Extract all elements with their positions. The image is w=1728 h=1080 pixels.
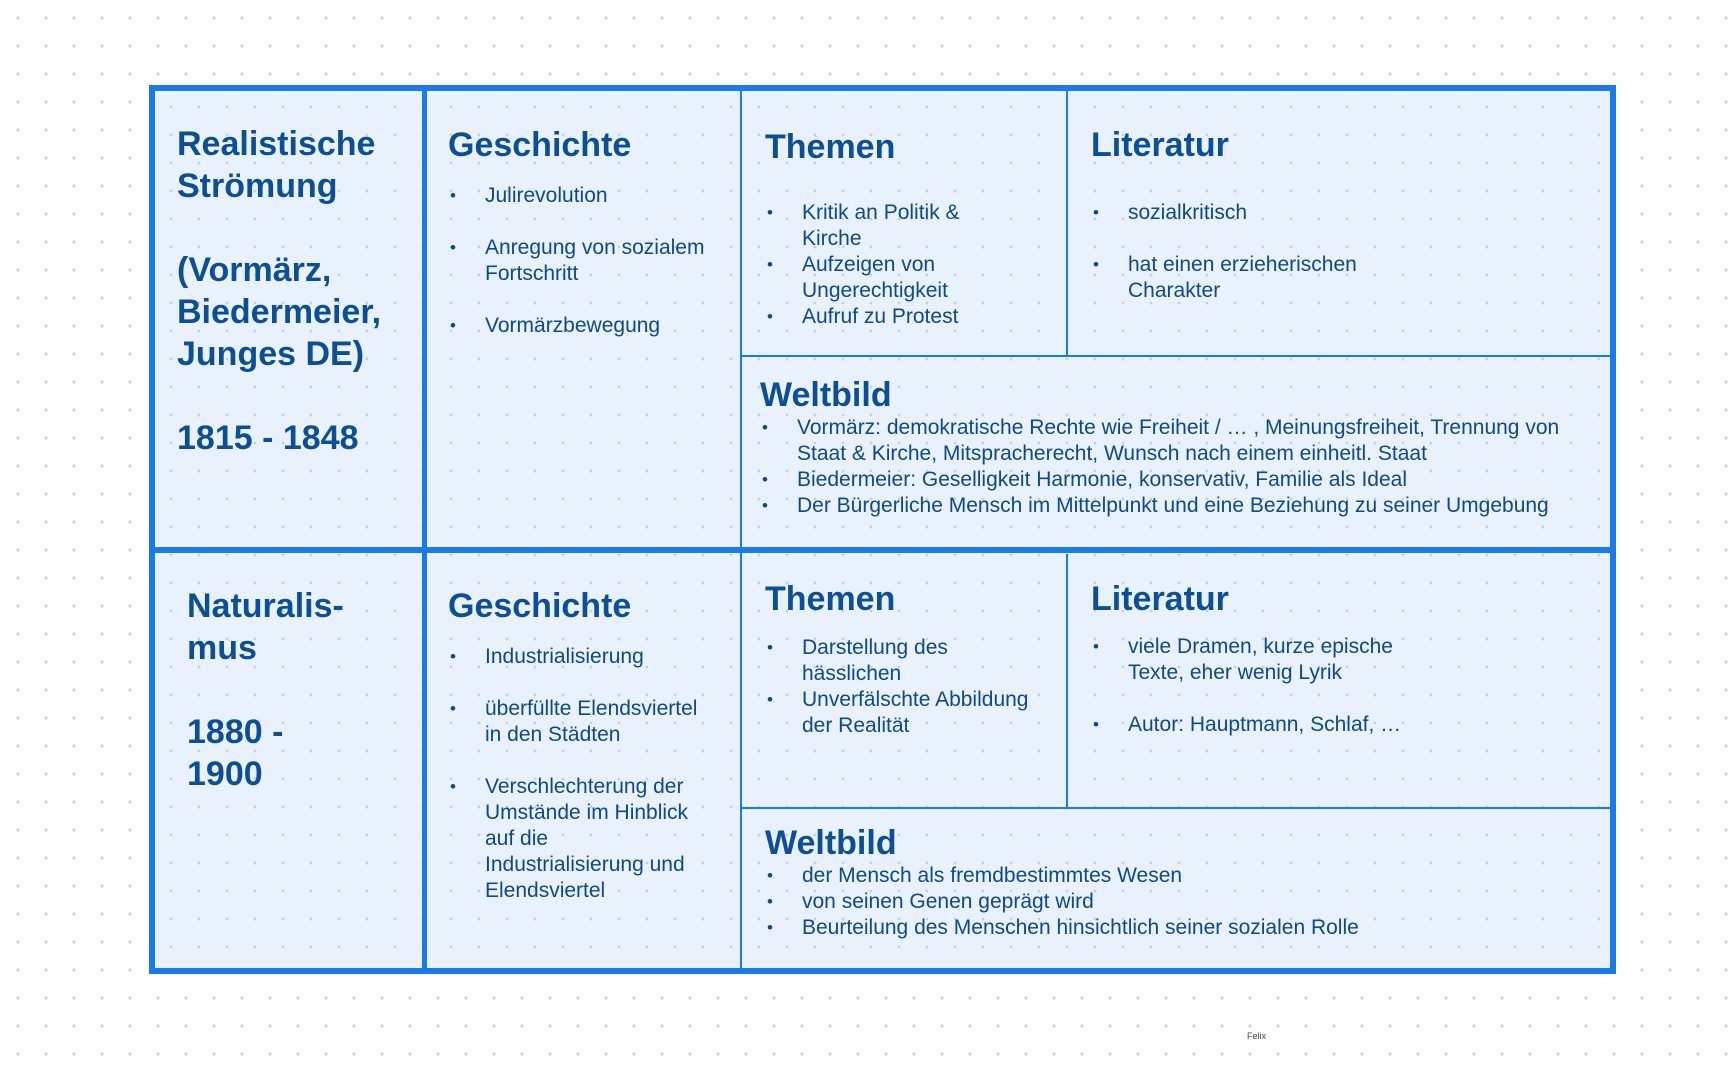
divider [740, 355, 1610, 357]
geschichte-heading: Geschichte [448, 126, 632, 164]
divider [1066, 554, 1068, 809]
divider [740, 91, 742, 968]
divider [155, 547, 1610, 553]
list-item: • der Mensch als fremdbestimmtes Wesen [765, 863, 1605, 889]
list-item: • Darstellung des hässlichen [765, 635, 977, 687]
era-years: 1880 - 1900 [187, 713, 284, 793]
weltbild-list [760, 415, 1605, 519]
list-item: • Vormärzbewegung [448, 313, 733, 339]
list-item: • hat einen erzieherischen Charakter [1091, 252, 1383, 304]
weltbild-list [765, 863, 1605, 941]
themen-heading: Themen [765, 128, 896, 166]
list-item: • Aufzeigen von Ungerechtigkeit [765, 252, 987, 304]
weltbild-heading: Weltbild [760, 376, 892, 414]
list-item: • Biedermeier: Geselligkeit Harmonie, konservativ, Familie als Ideal [760, 467, 1605, 493]
themen-cell [765, 127, 1060, 330]
themen-cell [765, 579, 1060, 739]
list-item: • Kritik an Politik & Kirche [765, 200, 987, 252]
list-item: • überfüllte Elendsviertel in den Städten [448, 696, 700, 748]
divider [1066, 91, 1068, 356]
list-item: • viele Dramen, kurze epische Texte, eher wenig Lyrik [1091, 634, 1428, 686]
list-item: • von seinen Genen geprägt wird [765, 889, 1605, 915]
weltbild-cell [760, 375, 1605, 519]
geschichte-list [448, 183, 733, 339]
themen-heading: Themen [765, 580, 896, 618]
geschichte-heading: Geschichte [448, 587, 632, 625]
themen-list [765, 635, 1060, 739]
list-item: • sozialkritisch [1091, 200, 1383, 226]
literatur-cell [1091, 579, 1591, 764]
literatur-list [1091, 200, 1591, 304]
themen-list [765, 200, 1060, 330]
author-signature: Felix [1247, 1031, 1267, 1041]
era-cell-realismus [177, 123, 417, 543]
divider [740, 807, 1610, 809]
list-item: • Julirevolution [448, 183, 733, 209]
list-item: • Vormärz: demokratische Rechte wie Freiheit / … , Meinungsfreiheit, Trennung von Staat & Kirche, Mitspracherecht, Wunsch nach einem einheitl. Staat [760, 415, 1602, 467]
overview-board [149, 85, 1616, 974]
weltbild-heading: Weltbild [765, 824, 897, 862]
list-item: • Anregung von sozialem Fortschritt [448, 235, 733, 287]
literatur-list [1091, 634, 1591, 738]
list-item: • Aufruf zu Protest [765, 304, 987, 330]
geschichte-cell [448, 586, 733, 930]
divider [422, 91, 427, 968]
list-item: • Der Bürgerliche Mensch im Mittelpunkt und eine Beziehung zu seiner Umgebung [760, 493, 1605, 519]
era-cell-naturalismus [187, 585, 362, 965]
list-item: • Industrialisierung [448, 644, 733, 670]
list-item: • Autor: Hauptmann, Schlaf, … [1091, 712, 1591, 738]
era-years: 1815 - 1848 [177, 419, 359, 457]
geschichte-list [448, 644, 733, 904]
list-item: • Unverfälschte Abbildung der Realität [765, 687, 1042, 739]
geschichte-cell [448, 125, 733, 365]
era-title: Naturalis-mus [187, 587, 344, 667]
weltbild-cell [765, 823, 1605, 941]
literatur-cell [1091, 125, 1591, 330]
literatur-heading: Literatur [1091, 580, 1229, 618]
era-title: Realistische Strömung [177, 125, 376, 205]
era-subtitle: (Vormärz, Biedermeier, Junges DE) [177, 251, 382, 373]
list-item: • Verschlechterung der Umstände im Hinblick auf die Industrialisierung und Elendsviertel [448, 774, 700, 904]
list-item: • Beurteilung des Menschen hinsichtlich seiner sozialen Rolle [765, 915, 1605, 941]
literatur-heading: Literatur [1091, 126, 1229, 164]
